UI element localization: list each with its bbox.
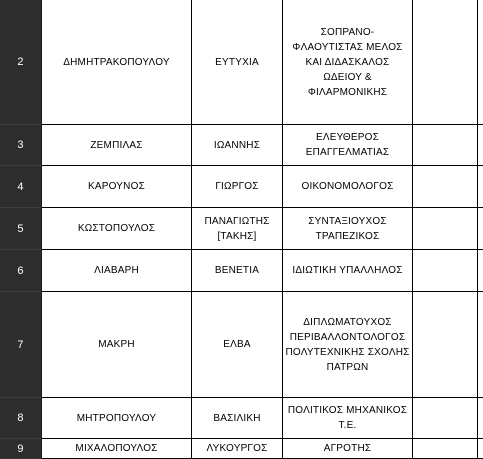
profession-cell[interactable]: ΟΙΚΟΝΟΜΟΛΟΓΟΣ: [283, 166, 413, 208]
surname-cell[interactable]: ΚΑΡΟΥΝΟΣ: [42, 166, 192, 208]
empty-cell[interactable]: [478, 208, 483, 250]
empty-cell[interactable]: [478, 439, 483, 459]
row-header[interactable]: 6: [0, 250, 42, 292]
profession-cell[interactable]: ΔΙΠΛΩΜΑΤΟΥΧΟΣ ΠΕΡΙΒΑΛΛΟΝΤΟΛΟΓΟΣ ΠΟΛΥΤΕΧΝΙΚΗΣ ΣΧΟΛΗΣ ΠΑΤΡΩΝ: [283, 292, 413, 398]
row-header[interactable]: 9: [0, 439, 42, 459]
surname-cell[interactable]: ΜΙΧΑΛΟΠΟΥΛΟΣ: [42, 439, 192, 459]
empty-cell[interactable]: [413, 439, 478, 459]
table-row: [0, 250, 483, 292]
surname-cell[interactable]: ΔΗΜΗΤΡΑΚΟΠΟΥΛΟΥ: [42, 0, 192, 125]
profession-cell[interactable]: ΙΔΙΩΤΙΚΗ ΥΠΑΛΛΗΛΟΣ: [283, 250, 413, 292]
empty-cell[interactable]: [478, 166, 483, 208]
profession-cell[interactable]: ΕΛΕΥΘΕΡΟΣ ΕΠΑΓΓΕΛΜΑΤΙΑΣ: [283, 125, 413, 166]
name-cell[interactable]: ΕΥΤΥΧΙΑ: [192, 0, 283, 125]
empty-cell[interactable]: [478, 0, 483, 125]
empty-cell[interactable]: [478, 398, 483, 439]
name-cell[interactable]: ΛΥΚΟΥΡΓΟΣ: [192, 439, 283, 459]
surname-cell[interactable]: ΚΩΣΤΟΠΟΥΛΟΣ: [42, 208, 192, 250]
name-cell[interactable]: ΓΙΩΡΓΟΣ: [192, 166, 283, 208]
name-cell[interactable]: ΠΑΝΑΓΙΩΤΗΣ [ΤΑΚΗΣ]: [192, 208, 283, 250]
table-row: [0, 439, 483, 459]
row-header[interactable]: 7: [0, 292, 42, 398]
profession-cell[interactable]: ΣΥΝΤΑΞΙΟΥΧΟΣ ΤΡΑΠΕΖΙΚΟΣ: [283, 208, 413, 250]
empty-cell[interactable]: [478, 250, 483, 292]
surname-cell[interactable]: ΜΑΚΡΗ: [42, 292, 192, 398]
row-header[interactable]: 8: [0, 398, 42, 439]
table-row: [0, 0, 483, 125]
name-cell[interactable]: ΒΕΝΕΤΙΑ: [192, 250, 283, 292]
table-row: [0, 125, 483, 166]
table-row: [0, 208, 483, 250]
surname-cell[interactable]: ΖΕΜΠΙΛΑΣ: [42, 125, 192, 166]
profession-cell[interactable]: ΣΟΠΡΑΝΟ- ΦΛΑΟΥΤΙΣΤΑΣ ΜΕΛΟΣ ΚΑΙ ΔΙΔΑΣΚΑΛΟΣ ΩΔΕΙΟΥ & ΦΙΛΑΡΜΟΝΙΚΗΣ: [283, 0, 413, 125]
surname-cell[interactable]: ΜΗΤΡΟΠΟΥΛΟΥ: [42, 398, 192, 439]
row-header[interactable]: 4: [0, 166, 42, 208]
table-row: [0, 398, 483, 439]
profession-cell[interactable]: ΠΟΛΙΤΙΚΟΣ ΜΗΧΑΝΙΚΟΣ Τ.Ε.: [283, 398, 413, 439]
empty-cell[interactable]: [413, 398, 478, 439]
name-cell[interactable]: ΕΛΒΑ: [192, 292, 283, 398]
empty-cell[interactable]: [478, 292, 483, 398]
empty-cell[interactable]: [413, 166, 478, 208]
name-cell[interactable]: ΙΩΑΝΝΗΣ: [192, 125, 283, 166]
row-header[interactable]: 3: [0, 125, 42, 166]
profession-cell[interactable]: ΑΓΡΟΤΗΣ: [283, 439, 413, 459]
surname-cell[interactable]: ΛΙΑΒΑΡΗ: [42, 250, 192, 292]
name-cell[interactable]: ΒΑΣΙΛΙΚΗ: [192, 398, 283, 439]
table-row: [0, 166, 483, 208]
row-header[interactable]: 2: [0, 0, 42, 125]
empty-cell[interactable]: [413, 292, 478, 398]
empty-cell[interactable]: [478, 125, 483, 166]
empty-cell[interactable]: [413, 0, 478, 125]
row-header[interactable]: 5: [0, 208, 42, 250]
empty-cell[interactable]: [413, 250, 478, 292]
empty-cell[interactable]: [413, 208, 478, 250]
empty-cell[interactable]: [413, 125, 478, 166]
table-row: [0, 292, 483, 398]
